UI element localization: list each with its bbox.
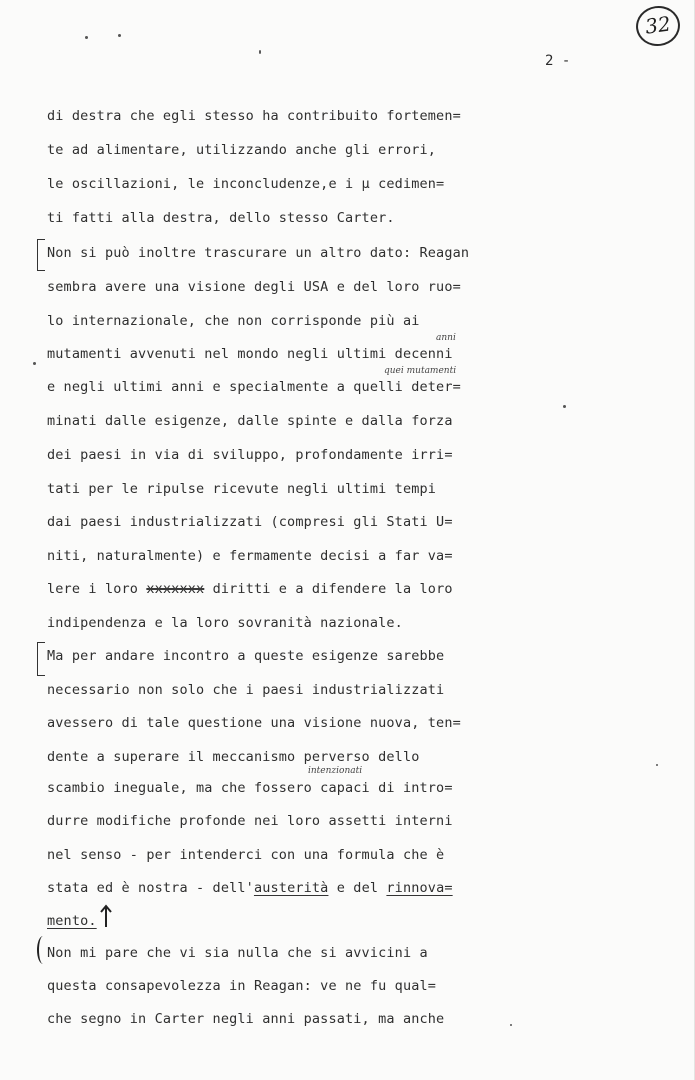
text-line: le oscillazioni, le inconcludenze,e i µ cedimen= bbox=[47, 176, 445, 192]
text-line: tati per le ripulse ricevute negli ultimi tempi bbox=[47, 481, 437, 497]
folio-number: 32 bbox=[643, 11, 673, 39]
insertion-arrow-icon bbox=[98, 903, 114, 929]
text-line: di destra che egli stesso ha contribuito fortemen= bbox=[47, 108, 461, 124]
handwritten-annotation: quei mutamenti bbox=[384, 366, 457, 376]
text-line: necessario non solo che i paesi industrializzati bbox=[47, 682, 445, 698]
scan-speck bbox=[85, 36, 88, 39]
text-line: dai paesi industrializzati (compresi gli Stati U= bbox=[47, 514, 453, 530]
scan-speck bbox=[33, 362, 36, 365]
scan-speck bbox=[510, 1024, 512, 1026]
text-line: Non si può inoltre trascurare un altro dato: Reagan bbox=[47, 245, 470, 261]
text-line: avessero di tale questione una visione nuova, ten= bbox=[47, 715, 461, 731]
text-segment: e del bbox=[328, 880, 387, 896]
scan-speck bbox=[118, 34, 121, 37]
text-line: lo internazionale, che non corrisponde più ai bbox=[47, 313, 420, 329]
text-line: mutamenti avvenuti nel mondo negli ultimi decenni bbox=[47, 346, 453, 362]
text-line: questa consapevolezza in Reagan: ve ne fu qual= bbox=[47, 978, 437, 994]
margin-bracket bbox=[37, 239, 45, 271]
underlined-word: rinnova= bbox=[386, 880, 453, 896]
text-line: dei paesi in via di sviluppo, profondamente irri= bbox=[47, 447, 453, 463]
text-line: nel senso - per intenderci con una formula che è bbox=[47, 847, 445, 863]
underlined-word: austerità bbox=[253, 880, 329, 896]
text-segment: stata ed è nostra - dell' bbox=[47, 880, 254, 896]
text-line bbox=[47, 580, 453, 598]
handwritten-annotation: intenzionati bbox=[308, 766, 363, 776]
text-line: e negli ultimi anni e specialmente a quelli deter= bbox=[47, 379, 461, 395]
text-line: Ma per andare incontro a queste esigenze sarebbe bbox=[47, 648, 445, 664]
text-line: durre modifiche profonde nei loro assetti interni bbox=[47, 813, 453, 829]
text-line: che segno in Carter negli anni passati, ma anche bbox=[47, 1011, 445, 1027]
scan-speck bbox=[259, 50, 261, 54]
folio-circle bbox=[633, 3, 682, 49]
text-line: minati dalle esigenze, dalle spinte e dalla forza bbox=[47, 413, 453, 429]
text-line bbox=[47, 879, 453, 897]
text-line: te ad alimentare, utilizzando anche gli errori, bbox=[47, 142, 437, 158]
text-segment: diritti e a difendere la loro bbox=[212, 581, 453, 597]
text-segment: lere i loro bbox=[47, 581, 139, 597]
text-line: niti, naturalmente) e fermamente decisi a far va= bbox=[47, 548, 453, 564]
page-number: 2 - bbox=[545, 53, 571, 69]
scan-speck bbox=[563, 405, 566, 408]
text-line bbox=[47, 912, 97, 930]
scan-speck bbox=[656, 764, 658, 766]
struck-word: xxxxxxx bbox=[146, 581, 205, 597]
text-line: Non mi pare che vi sia nulla che si avvicini a bbox=[47, 945, 428, 961]
handwritten-annotation: anni bbox=[436, 333, 456, 343]
text-line: dente a superare il meccanismo perverso dello bbox=[47, 749, 420, 765]
margin-bracket bbox=[37, 642, 45, 676]
text-line: sembra avere una visione degli USA e del loro ruo= bbox=[47, 279, 461, 295]
text-line: ti fatti alla destra, dello stesso Carter. bbox=[47, 210, 395, 226]
underlined-word: mento. bbox=[47, 913, 97, 929]
text-line: indipendenza e la loro sovranità nazionale. bbox=[47, 615, 403, 631]
text-line: scambio ineguale, ma che fossero capaci di intro= bbox=[47, 780, 453, 796]
